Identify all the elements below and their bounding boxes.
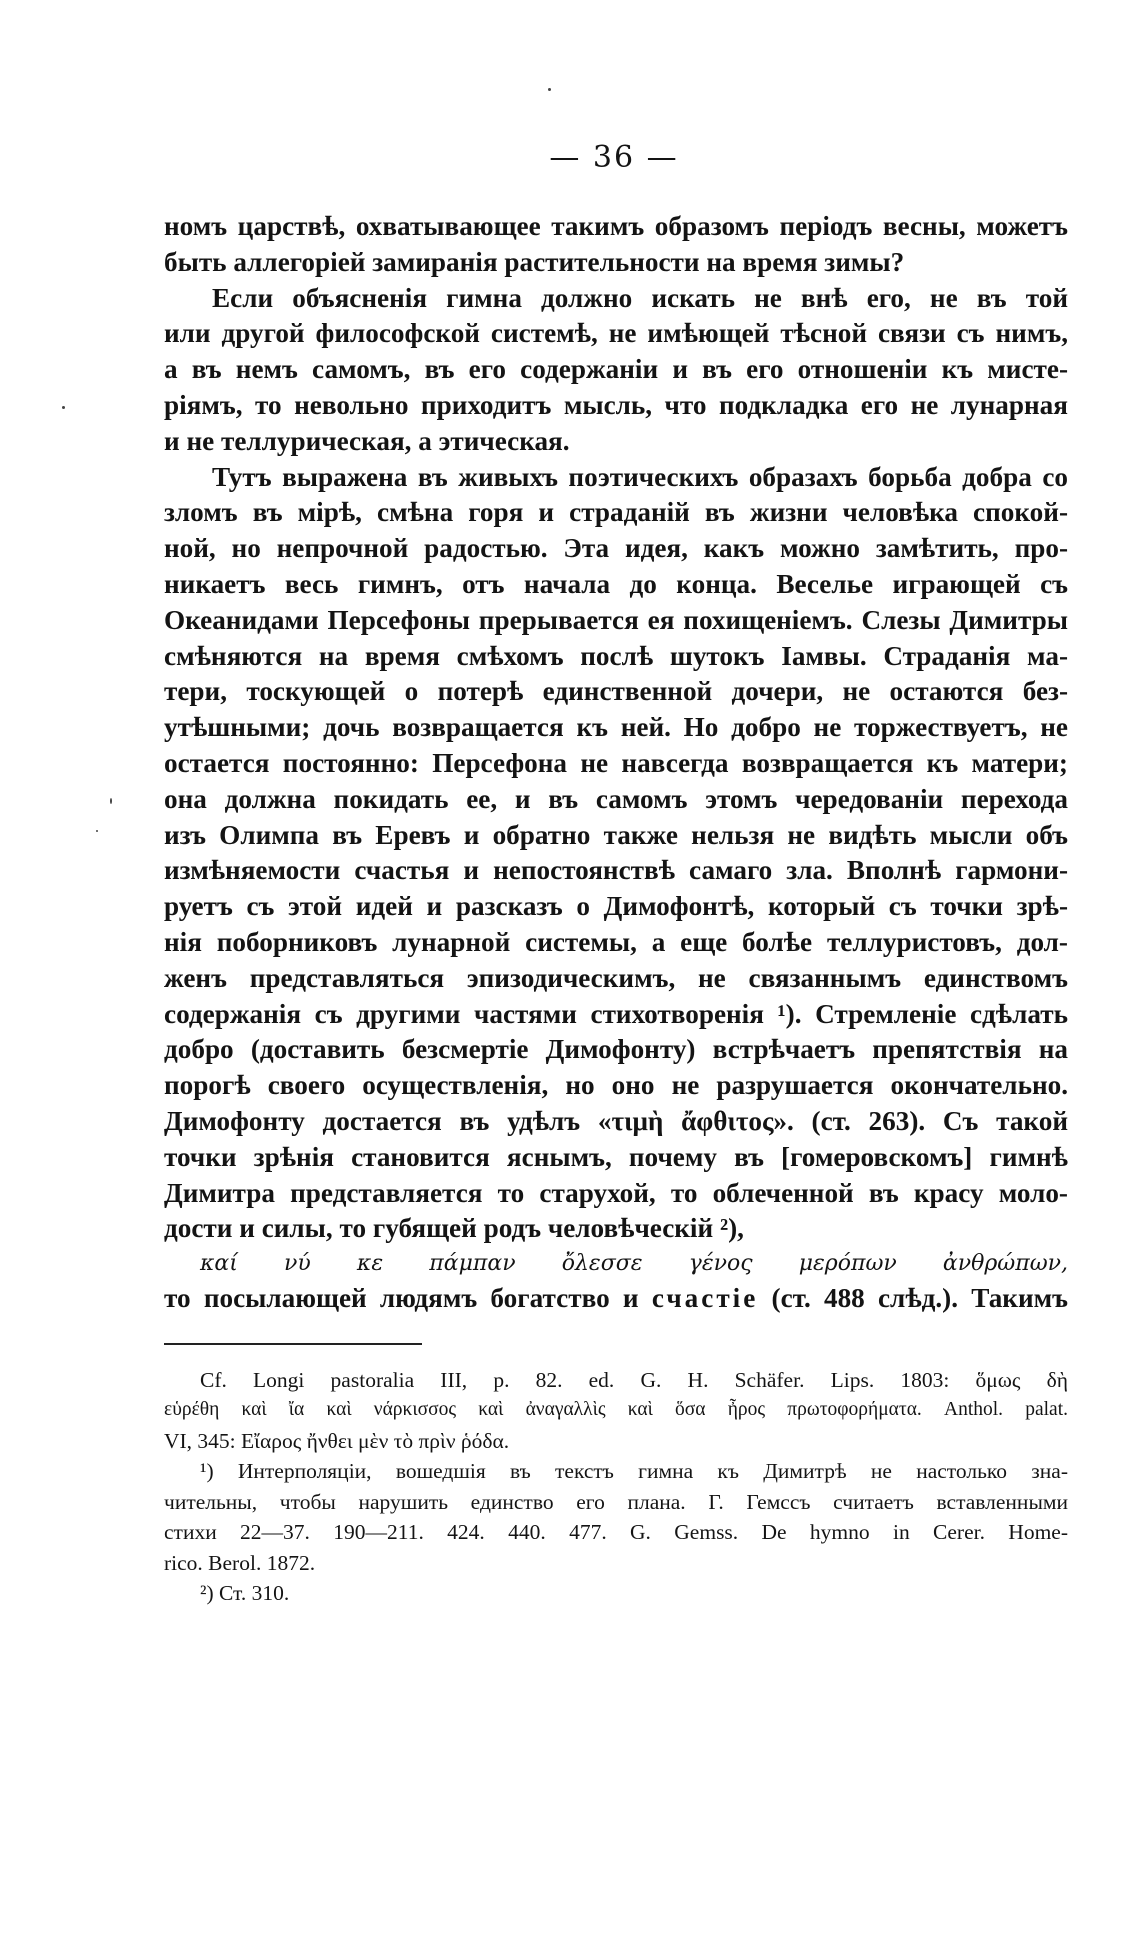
footnote-line: rico. Berol. 1872. <box>164 1550 316 1575</box>
text-line: изъ Олимпа въ Еревъ и обратно также нельзя не видѣть мысли объ <box>164 819 1068 850</box>
text-line: остается постоянно: Персефона не навсегда возвращается къ матери; <box>164 747 1068 778</box>
footnote-line: εὑρέθη καὶ ἴα καὶ νάρκισσος καὶ ἀναγαλλὶς καὶ ὅσα ἦρος πρωτοφορήματα. Anthol. palat. <box>164 1399 1068 1421</box>
main-text <box>164 209 1068 1317</box>
text-line: порогѣ своего осуществленія, но оно не разрушается окончательно. <box>164 1070 1068 1101</box>
text-line: смѣняются на время смѣхомъ послѣ шутокъ Іамвы. Страданія ма- <box>164 640 1068 671</box>
footnotes <box>164 1365 1068 1609</box>
footnote-line: Cf. Longi pastoralia III, p. 82. ed. G. H. Schäfer. Lips. 1803: ὅμως δὴ <box>200 1367 1068 1392</box>
text-line: номъ царствѣ, охватывающее такимъ образомъ періодъ весны, можетъ <box>164 211 1068 241</box>
text-line: содержанія съ другими частями стихотворенія ¹). Стремленіе сдѣлать <box>164 998 1068 1029</box>
text-line: тери, тоскующей о потерѣ единственной дочери, не остаются без- <box>164 676 1068 707</box>
text-line: Димофонту достается въ удѣлъ «τιμὴ ἄφθιτος». (ст. 263). Съ такой <box>164 1105 1068 1136</box>
paragraph-2 <box>164 281 1068 460</box>
text-line: дости и силы, то губящей родъ человѣческій ²), <box>164 1213 744 1244</box>
text-line: женъ представляться эпизодическимъ, не связаннымъ единствомъ <box>164 962 1068 993</box>
footnote-cf <box>164 1365 1068 1457</box>
ink-speck <box>62 406 65 409</box>
text-line: ной, но непрочной радостью. Эта идея, какъ можно замѣтить, про- <box>164 533 1068 564</box>
text-segment: то посылающей людямъ богатство и <box>164 1283 652 1314</box>
page-number: — 36 — <box>549 140 679 175</box>
spaced-word: счастіе <box>651 1283 759 1314</box>
text-line: нія поборниковъ лунарной системы, а еще болѣе теллуристовъ, дол- <box>164 926 1068 957</box>
text-line: измѣняемости счастья и непостоянствѣ самаго зла. Вполнѣ гармони- <box>164 855 1068 886</box>
text-segment: (ст. 488 слѣд.). Такимъ <box>758 1283 1069 1314</box>
ink-speck <box>110 798 112 804</box>
footnote-line: VI, 345: Εἴαρος ἤνθει μὲν τὸ πρὶν ῥόδα. <box>164 1428 510 1453</box>
footnote-line: ²) Ст. 310. <box>200 1581 290 1606</box>
text-line: а въ немъ самомъ, въ его содержаніи и въ его отношеніи къ мисте- <box>164 354 1068 385</box>
greek-verse-quote: καί νύ κε πάμπαν ὄλεσσε γένος μερόπων ἀνθρώπων, <box>200 1251 1068 1277</box>
text-line: и не теллурическая, а этическая. <box>164 425 570 456</box>
text-line <box>164 1281 1068 1317</box>
footnote-line: ¹) Интерполяціи, вошедшія въ текстъ гимна къ Димитрѣ не настолько зна- <box>200 1459 1068 1484</box>
text-line: Океанидами Персефоны прерывается ея похищеніемъ. Слезы Димитры <box>164 604 1068 635</box>
text-line: быть аллегоріей замиранія растительности на время зимы? <box>164 246 905 277</box>
footnote-line: чительны, чтобы нарушить единство его плана. Г. Гемссъ считаетъ вставленными <box>164 1489 1068 1514</box>
page-content <box>164 140 1068 1609</box>
text-line: или другой философской системѣ, не имѣющей тѣсной связи съ нимъ, <box>164 318 1068 349</box>
text-line: она должна покидать ее, и въ самомъ этомъ чередованіи перехода <box>164 783 1068 814</box>
paragraph-1 <box>164 209 1068 281</box>
footnote-line: стихи 22—37. 190—211. 424. 440. 477. G. Gemss. De hymno in Cerer. Home- <box>164 1520 1068 1545</box>
text-line: Если объясненія гимна должно искать не внѣ его, не въ той <box>212 282 1068 313</box>
ink-speck <box>548 88 551 91</box>
text-line: утѣшными; дочь возвращается къ ней. Но добро не торжествуетъ, не <box>164 712 1068 743</box>
text-line: руетъ съ этой идей и разсказъ о Димофонтѣ, который съ точки зрѣ- <box>164 891 1068 922</box>
paragraph-3 <box>164 460 1068 1317</box>
footnote-2 <box>164 1578 1068 1609</box>
text-line: Тутъ выражена въ живыхъ поэтическихъ образахъ борьба добра со <box>212 461 1068 492</box>
text-line: добро (доставить безсмертіе Димофонту) встрѣчаетъ препятствія на <box>164 1034 1068 1065</box>
text-line: точки зрѣнія становится яснымъ, почему въ [гомеровскомъ] гимнѣ <box>164 1141 1068 1172</box>
text-line: зломъ въ мірѣ, смѣна горя и страданій въ жизни человѣка спокой- <box>164 497 1068 528</box>
text-line: ріямъ, то невольно приходитъ мысль, что подкладка его не лунарная <box>164 389 1068 420</box>
footnote-1 <box>164 1456 1068 1578</box>
ink-speck <box>96 830 98 832</box>
footnote-divider <box>164 1343 422 1345</box>
text-line: Димитра представляется то старухой, то облеченной въ красу моло- <box>164 1177 1068 1208</box>
text-line: никаетъ весь гимнъ, отъ начала до конца. Веселье играющей съ <box>164 568 1068 599</box>
